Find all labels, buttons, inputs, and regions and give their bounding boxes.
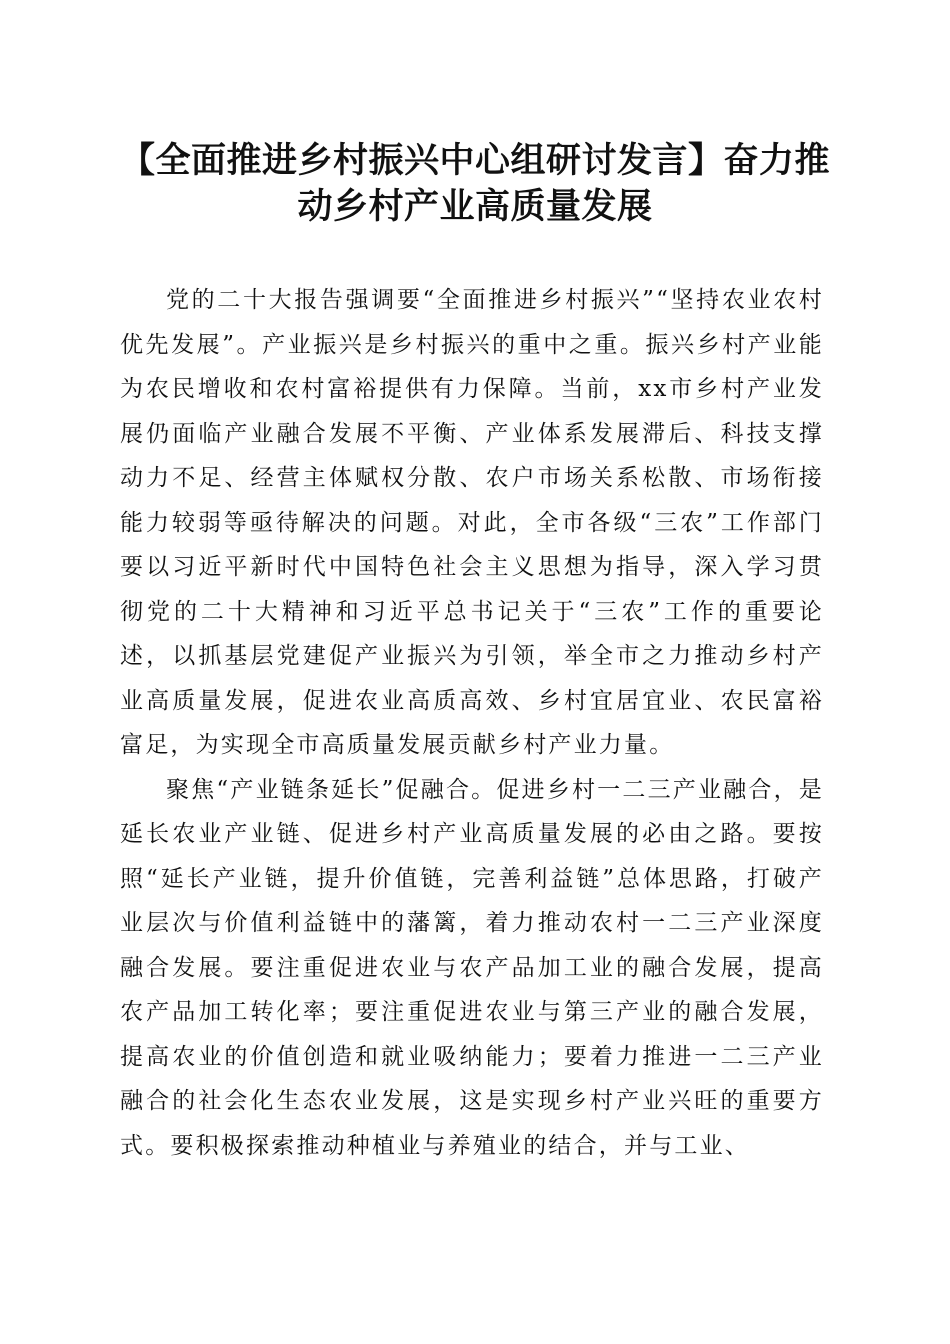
title-line-2: 动乡村产业高质量发展	[297, 186, 653, 227]
paragraph-intro: 党的二十大报告强调要“全面推进乡村振兴”“坚持农业农村优先发展”。产业振兴是乡村振兴的重中之重。振兴乡村产业能为农民增收和农村富裕提供有力保障。当前，xx市乡村产业发展仍面临产业融合发展不平衡、产业体系发展滞后、科技支撑动力不足、经营主体赋权分散、农户市场关系松散、市场衔接能力较弱等亟待解决的问题。对此，全市各级“三农”工作部门要以习近平新时代中国特色社会主义思想为指导，深入学习贯彻党的二十大精神和习近平总书记关于“三农”工作的重要论述，以抓基层党建促产业振兴为引领，举全市之力推动乡村产业高质量发展，促进农业高质高效、乡村宜居宜业、农民富裕富足，为实现全市高质量发展贡献乡村产业力量。	[120, 287, 824, 758]
document-body	[120, 278, 824, 1168]
document-title	[110, 138, 840, 230]
title-line-1: 【全面推进乡村振兴中心组研讨发言】奋力推	[119, 140, 830, 181]
paragraph-industry-chain: 聚焦“产业链条延长”促融合。促进乡村一二三产业融合，是延长农业产业链、促进乡村产业高质量发展的必由之路。要按照“延长产业链，提升价值链，完善利益链”总体思路，打破产业层次与价值利益链中的藩篱，着力推动农村一二三产业深度融合发展。要注重促进农业与农产品加工业的融合发展，提高农产品加工转化率；要注重促进农业与第三产业的融合发展，提高农业的价值创造和就业吸纳能力；要着力推进一二三产业融合的社会化生态农业发展，这是实现乡村产业兴旺的重要方式。要积极探索推动种植业与养殖业的结合，并与工业、	[120, 776, 824, 1159]
